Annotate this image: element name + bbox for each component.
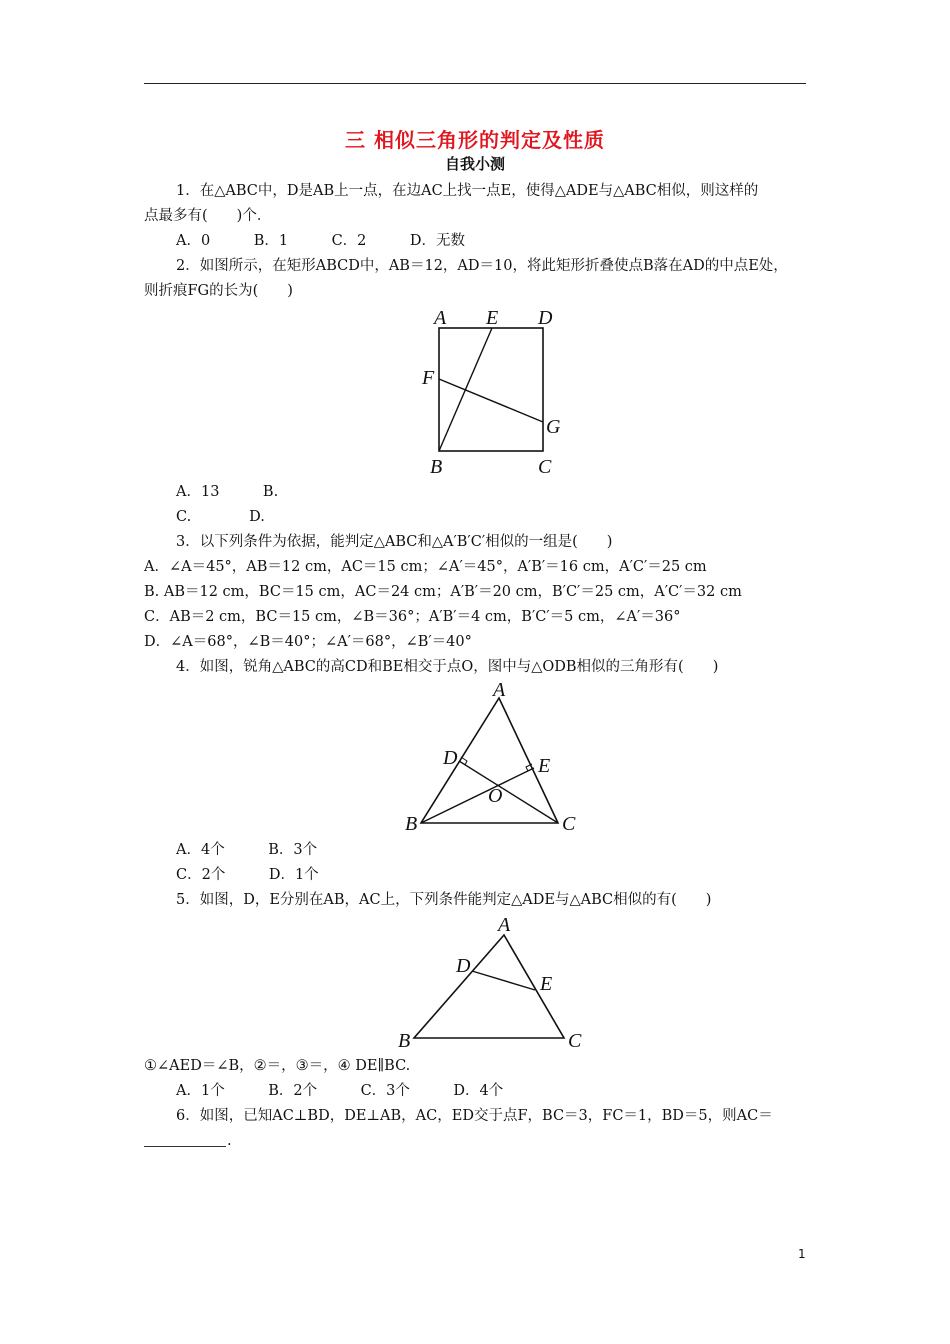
q1-text-line1: 1．在△ABC中，D是AB上一点，在边AC上找一点E，使得△ADE与△ABC相似，则这样的 xyxy=(176,183,759,199)
label-c: C xyxy=(562,813,576,835)
label-d: D xyxy=(538,307,553,329)
label-a: A xyxy=(498,914,511,936)
label-e: E xyxy=(538,755,551,777)
q3-option-b: B. AB＝12 cm，BC＝15 cm，AC＝24 cm；A′B′＝20 cm，B′C′＝25 cm，A′C′＝32 cm xyxy=(144,584,742,600)
label-d: D xyxy=(456,955,471,977)
q3-text-line1: 3．以下列条件为依据，能判定△ABC和△A′B′C′相似的一组是( ) xyxy=(176,534,613,550)
q2-text-line1: 2．如图所示，在矩形ABCD中，AB＝12，AD＝10，将此矩形折叠使点B落在AD的中点E处， xyxy=(176,258,788,274)
page-number: 1 xyxy=(798,1247,806,1261)
page-title: 三 相似三角形的判定及性质 xyxy=(345,128,605,152)
q5-text-line1: 5．如图，D，E分别在AB，AC上，下列条件能判定△ADE与△ABC相似的有( ) xyxy=(176,892,712,908)
label-d: D xyxy=(443,747,458,769)
q4-triangle-figure xyxy=(398,680,588,836)
q5-conditions: ①∠AED＝∠B，②＝，③＝，④ DE∥BC. xyxy=(144,1058,411,1074)
label-c: C xyxy=(568,1030,582,1052)
label-c: C xyxy=(538,456,552,478)
q6-text-line1: 6．如图，已知AC⊥BD，DE⊥AB，AC，ED交于点F，BC＝3，FC＝1，BD＝5，则AC＝ xyxy=(176,1108,773,1124)
header-rule xyxy=(144,83,806,84)
q5-triangle-figure xyxy=(392,910,592,1052)
label-g: G xyxy=(546,416,561,438)
q2-options-ab: A．13 B. xyxy=(176,484,279,500)
q3-option-c: C．AB＝2 cm，BC＝15 cm，∠B＝36°；A′B′＝4 cm，B′C′＝5 cm，∠A′＝36° xyxy=(144,609,681,625)
q1-text-line2: 点最多有( )个． xyxy=(144,208,272,224)
q1-options: A．0 B．1 C．2 D．无数 xyxy=(176,233,466,249)
answer-blank xyxy=(144,1146,226,1147)
label-a: A xyxy=(493,680,506,701)
q3-option-d: D．∠A＝68°，∠B＝40°；∠A′＝68°，∠B′＝40° xyxy=(144,634,472,650)
label-b: B xyxy=(405,813,418,835)
label-b: B xyxy=(398,1030,411,1052)
section-subtitle: 自我小测 xyxy=(444,155,505,173)
q4-text-line1: 4．如图，锐角△ABC的高CD和BE相交于点O，图中与△ODB相似的三角形有( ) xyxy=(176,659,719,675)
label-b: B xyxy=(430,456,443,478)
label-e: E xyxy=(540,973,553,995)
label-f: F xyxy=(422,367,435,389)
q6-text-line2: . xyxy=(227,1133,232,1149)
q4-options-cd: C．2个 D．1个 xyxy=(176,867,319,883)
q2-options-cd: C. D. xyxy=(176,509,265,525)
label-o: O xyxy=(488,785,503,807)
segment-de xyxy=(472,971,535,990)
label-a: A xyxy=(434,307,447,329)
q5-options: A．1个 B．2个 C．3个 D．4个 xyxy=(176,1083,504,1099)
rect-abcd xyxy=(439,328,543,451)
q4-options-ab: A．4个 B．3个 xyxy=(176,842,318,858)
q2-rectangle-figure xyxy=(410,300,570,482)
label-e: E xyxy=(486,307,499,329)
q2-text-line2: 则折痕FG的长为( ) xyxy=(144,283,293,299)
q3-option-a: A．∠A＝45°，AB＝12 cm，AC＝15 cm；∠A′＝45°，A′B′＝16 cm，A′C′＝25 cm xyxy=(144,559,707,575)
